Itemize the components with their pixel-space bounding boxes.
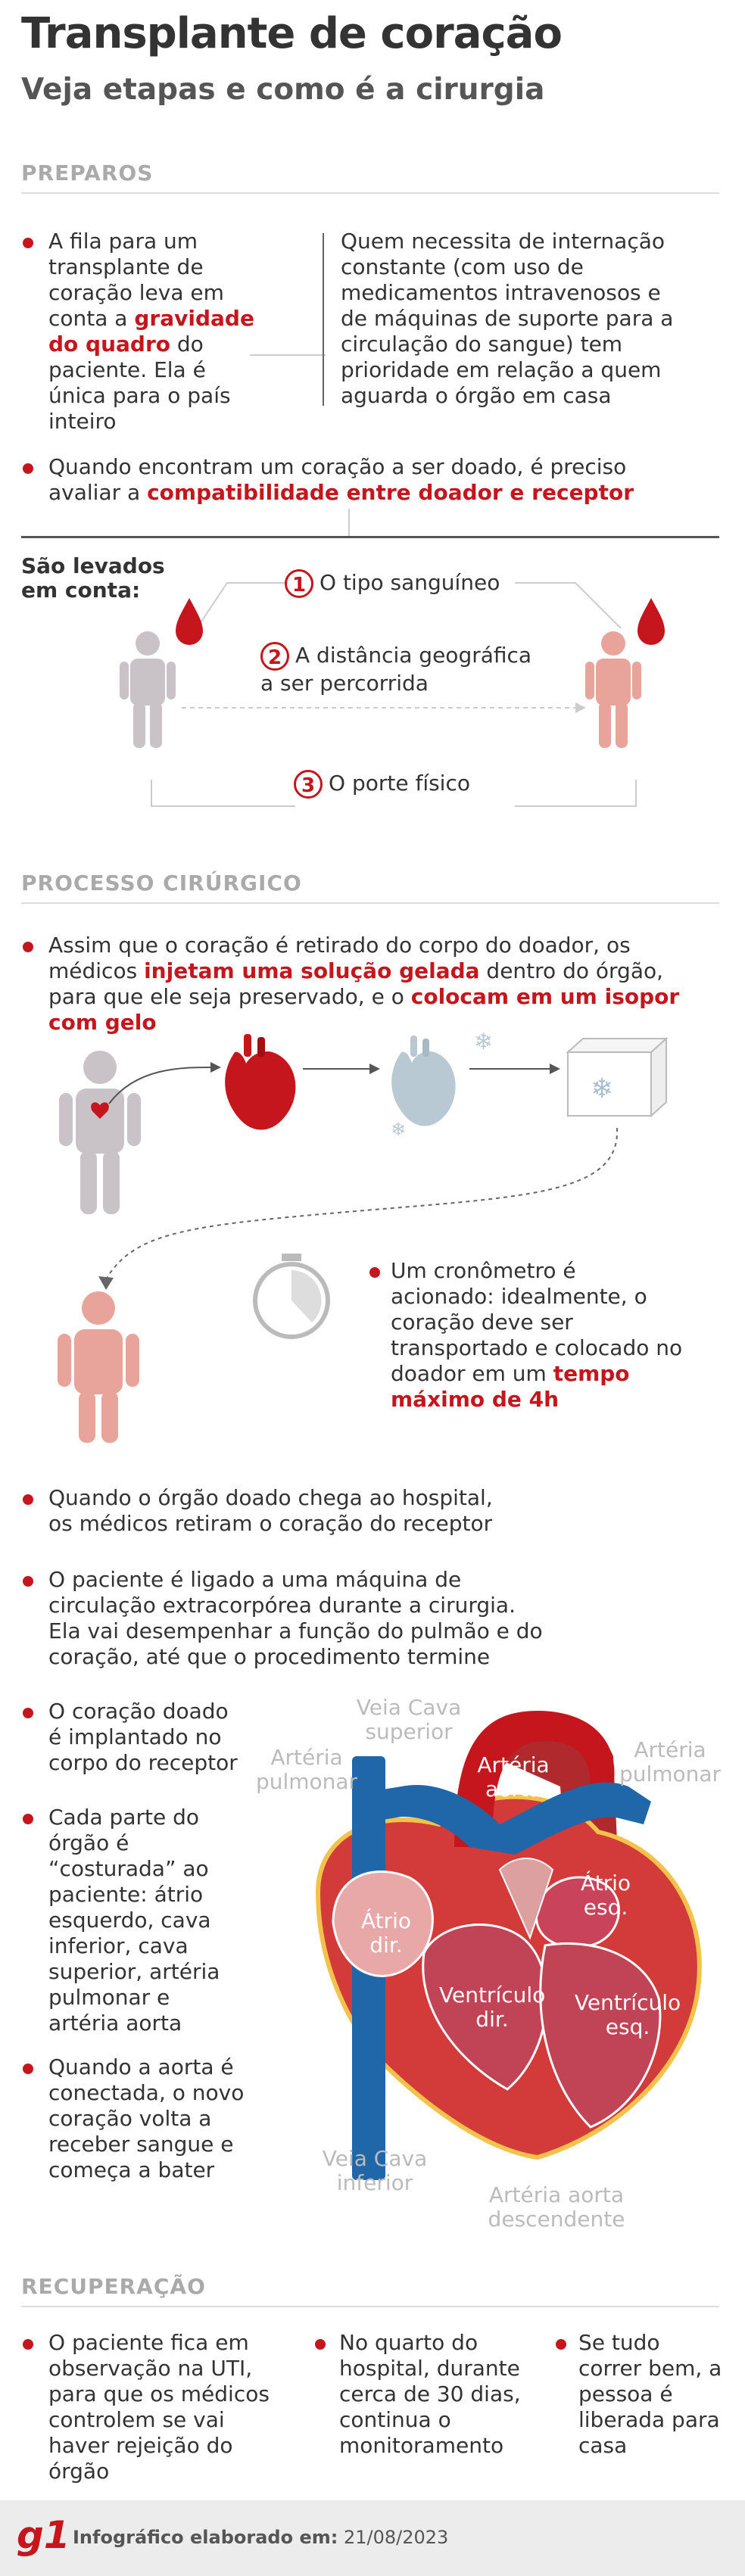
connector-line — [250, 354, 326, 356]
recovery-item-2: No quarto do hospital, durante cerca de 30 dias, continua o monitoramento — [339, 2330, 521, 2458]
preparos-compat-text: Quando encontram um coração a ser doado, é preciso avaliar a compatibilidade entre doador e receptor — [48, 454, 634, 505]
recovery-item-1: O paciente fica em observação na UTI, para que os médicos controlem se vai haver rejeição do órgão — [48, 2330, 270, 2484]
recipient-person-icon — [585, 631, 641, 748]
snowflake-icon: ❄ — [391, 1119, 407, 1140]
section-recuperacao-heading: RECUPERAÇÃO — [21, 2274, 206, 2299]
g1-logo: g1 — [17, 2513, 70, 2557]
recovery-item-3: Se tudo correr bem, a pessoa é liberada para casa — [578, 2330, 722, 2458]
criterion-3: 3 O porte físico — [294, 770, 470, 799]
preparos-queue-text: A fila para um transplante de coração leva em conta a gravidade do quadro do paciente. Ela é única para o país inteiro — [48, 229, 254, 434]
bullet-icon — [369, 1267, 380, 1278]
blood-drop-icon — [637, 598, 665, 645]
label-aorta-descendente: Artéria aorta descendente — [488, 2182, 625, 2232]
considered-label: São levados em conta: — [21, 553, 165, 603]
blood-drop-icon — [176, 598, 203, 645]
donor-person-icon — [120, 631, 176, 748]
heart-cold-icon — [391, 1036, 455, 1126]
label-atrio-dir: Átrio dir. — [360, 1908, 412, 1958]
bullet-icon — [23, 1576, 33, 1587]
label-aorta: Artéria aorta — [477, 1752, 550, 1802]
processo-removal-text: Assim que o coração é retirado do corpo do doador, os médicos injetam uma solução gelada dentro do órgão, para que ele seja preservado, e o colocam em um isopor com gelo — [48, 933, 680, 1035]
bullet-icon — [23, 1814, 33, 1824]
bullet-icon — [23, 1494, 33, 1505]
processo-implant-text: O coração doado é implantado no corpo do receptor — [48, 1699, 238, 1775]
bullet-icon — [315, 2339, 326, 2350]
cooler-box-icon — [568, 1039, 666, 1116]
processo-sutures-text: Cada parte do órgão é “costurada” ao paciente: átrio esquerdo, cava inferior, cava superior, artéria pulmonar e artéria aorta — [48, 1805, 220, 2036]
divider — [21, 2306, 719, 2307]
label-cava-inferior: Veia Cava inferior — [322, 2146, 428, 2195]
label-pulmonary-right: Artéria pulmonar — [619, 1737, 722, 1786]
section-processo-heading: PROCESSO CIRÚRGICO — [21, 871, 302, 896]
bullet-icon — [23, 2064, 33, 2074]
page-title: Transplante de coração — [21, 9, 562, 58]
divider — [21, 536, 719, 538]
divider — [21, 192, 719, 194]
recipient-person-icon — [58, 1291, 139, 1443]
label-atrio-esq: Átrio esq. — [580, 1870, 631, 1920]
bullet-icon — [23, 942, 33, 952]
divider — [21, 902, 719, 904]
processo-arrival-text: Quando o órgão doado chega ao hospital, os médicos retiram o coração do receptor — [48, 1485, 493, 1536]
label-ventriculo-dir: Ventrículo dir. — [439, 1983, 546, 2032]
bullet-icon — [23, 1708, 33, 1718]
criterion-1: 1 O tipo sanguíneo — [285, 569, 500, 598]
label-pulmonary-left: Artéria pulmonar — [255, 1745, 358, 1794]
divider-vertical — [323, 233, 324, 406]
connector-line — [348, 509, 350, 536]
processo-machine-text: O paciente é ligado a uma máquina de circulação extracorpórea durante a cirurgia. Ela vai desempenhar a função do pulmão e do coração, até que o procedimento termine — [48, 1567, 543, 1669]
bullet-icon — [556, 2339, 566, 2350]
criterion-2: 2 A distância geográfica a ser percorrida — [260, 643, 532, 696]
section-preparos-heading: PREPAROS — [21, 160, 154, 185]
label-cava-superior: Veia Cava superior — [356, 1695, 462, 1744]
stopwatch-icon — [255, 1254, 328, 1337]
bullet-icon — [23, 2339, 33, 2350]
preparos-priority-text: Quem necessita de internação constante (com uso de medicamentos intravenosos e de máquinas de suporte para a circulação do sangue) tem prioridade em relação a quem aguarda o órgão em casa — [341, 229, 674, 408]
heart-red-icon — [225, 1034, 295, 1130]
bullet-icon — [23, 463, 33, 474]
bullet-icon — [23, 238, 33, 248]
label-ventriculo-esq: Ventrículo esq. — [574, 1990, 681, 2039]
snowflake-icon: ❄ — [591, 1073, 614, 1104]
timer-text: Um cronômetro é acionado: idealmente, o coração deve ser transportado e colocado no doador em um tempo máximo de 4h — [391, 1258, 683, 1412]
snowflake-icon: ❄ — [474, 1029, 494, 1055]
footer-credit: Infográfico elaborado em: 21/08/2023 — [73, 2527, 449, 2548]
processo-beat-text: Quando a aorta é conectada, o novo coração volta a receber sangue e começa a bater — [48, 2054, 245, 2182]
page-subtitle: Veja etapas e como é a cirurgia — [21, 73, 545, 107]
donor-person-icon — [59, 1051, 141, 1214]
